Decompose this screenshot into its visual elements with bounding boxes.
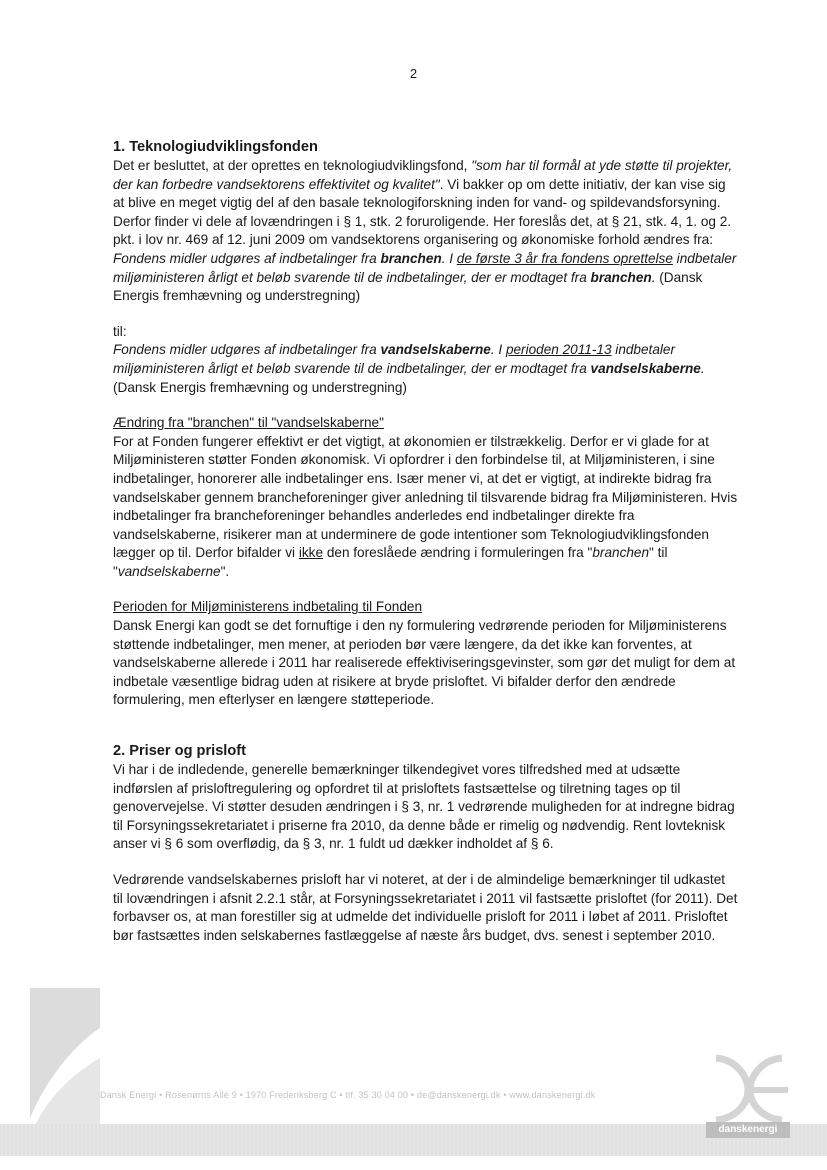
quote-proposed: [113, 341, 738, 397]
text-run: indbetaler miljøministeren årligt et beløb svarende til de indbetalinger, der er modtaget fra: [113, 250, 737, 285]
text-run: Det er besluttet, at der oprettes en teknologiudviklingsfond,: [113, 158, 472, 173]
quote-run: "som har til formål at yde støtte til projekter, der kan forbedre vandsektorens effektivitet og kvalitet": [113, 158, 733, 192]
paragraph-aendring: [113, 433, 738, 582]
paragraph-intro: [113, 157, 738, 250]
italic-run: branchen: [592, 545, 650, 561]
text-run: . Vi bakker op om dette initiativ, der kan vise sig at blive en meget vigtig del af den basale teknologiforskning inden for vand- og spildevandsforsyning. Derfor finder vi dele af lovændringen i § 1, stk. 2 foruroligende. Her foreslås det, at § 21, stk. 4, 1. og 2. pkt. i lov nr. 469 af 12. juni 2009 om vandsektorens organisering og økonomiske forhold ændres fra:: [113, 176, 732, 248]
document-body: [113, 138, 738, 945]
section-heading-teknologiudviklingsfonden: 1. Teknologiudviklingsfonden: [113, 139, 318, 155]
danskenergi-logo-wordmark: danskenergi: [706, 1122, 790, 1138]
text-run: indbetaler miljøministeren årligt et beløb svarende til de indbetalinger, der er modtaget fra: [113, 342, 675, 376]
page-number: 2: [409, 66, 418, 81]
footer-band: [0, 1124, 827, 1156]
decorative-swoosh-graphic: [30, 988, 100, 1138]
text-run: ".: [220, 563, 230, 579]
emphasis-note: (Dansk Energis fremhævning og understregning): [113, 379, 407, 395]
text-run: Fondens midler udgøres af indbetalinger fra: [113, 250, 381, 266]
text-run: . I: [441, 250, 457, 266]
til-label: til:: [113, 323, 127, 339]
text-run: Fondens midler udgøres af indbetalinger fra: [113, 342, 381, 358]
bold-run: vandselskaberne: [590, 360, 701, 376]
emphasis-note: (Dansk Energis fremhævning og understregning): [113, 269, 703, 304]
underline-run: ikke: [298, 545, 324, 561]
section-heading-priser-og-prisloft: 2. Priser og prisloft: [113, 743, 246, 760]
paragraph-priser-1: Vi har i de indledende, generelle bemærkninger tilkendegivet vores tilfredshed med at udsætte indførslen af prisloftregulering og opfordret til at prisloftets fastsættelse og tilretning tages op til genovervejelse. Vi støtter desuden ændringen i § 3, nr. 1 vedrørende muligheden for at indregne bidrag til Forsyningssekretariatet i priserne fra 2010, da denne både er rimelig og nødvendig. Rent lovteknisk anser vi § 6 som overflødig, da § 3, nr. 1 fuldt ud dækker indholdet af § 6.: [113, 762, 735, 852]
bold-run: branchen: [590, 269, 652, 285]
text-run: " til ": [113, 545, 668, 579]
underline-run: de første 3 år fra fondens oprettelse: [456, 250, 673, 266]
italic-run: vandselskaberne: [117, 563, 221, 579]
paragraph-perioden: Dansk Energi kan godt se det fornuftige i den ny formulering vedrørende perioden for Miljøministerens støttende indbetalinger, men mener, at perioden bør være længere, da det ikke kan forventes, at vandselskaberne allerede i 2011 har realiserede effektiviseringsgevinster, som gør det muligt for dem at indbetale væsentlige bidrag uden at risikere at bryde prisloftet. Vi bifalder derfor den ændrede formulering, men efterlyser en længere støtteperiode.: [113, 618, 736, 708]
text-run: den foreslåede ændring i formuleringen fra ": [323, 545, 593, 561]
footer-contact-text: Dansk Energi • Rosenørns Allé 9 • 1970 Frederiksberg C • tlf. 35 30 04 00 • de@danskenergi.dk • www.danskenergi.dk: [100, 1090, 596, 1100]
danskenergi-logo-icon: [708, 1050, 790, 1128]
subheading-perioden: Perioden for Miljøministerens indbetaling til Fonden: [113, 599, 423, 615]
text-run: .: [651, 269, 656, 285]
bold-run: vandselskaberne: [380, 342, 491, 358]
quote-original: [113, 250, 738, 306]
subheading-aendring: Ændring fra "branchen" til "vandselskaberne": [113, 415, 384, 431]
paragraph-priser-2: Vedrørende vandselskabernes prisloft har vi noteret, at der i de almindelige bemærkninger til udkastet til lovændringen i afsnit 2.2.1 står, at Forsyningssekretariatet i 2011 vil fastsætte prisloftet (for 2011). Det forbavser os, at man forestiller sig at udmelde det individuelle prisloft for 2011 i løbet af 2011. Prisloftet bør fastsættes inden selskabernes fastlæggelse af næste års budget, dvs. senest i september 2010.: [113, 872, 738, 943]
underline-run: perioden 2011-13: [505, 342, 612, 358]
text-run: For at Fonden fungerer effektivt er det vigtigt, at økonomien er tilstrækkelig. Derfor er vi glade for at Miljøministeren støtter Fonden økonomisk. Vi opfordrer i den forbindelse til, at Miljøministeren, i sine indbetalinger, honorerer alle indbetalinger ens. Især mener vi, at det er vigtigt, at indirekte bidrag fra vandselskaber gennem brancheforeninger giver anledning til tilsvarende bidrag fra Miljøministeren. Hvis indbetalinger fra brancheforeninger behandles anderledes end indbetalinger direkte fra vandselskaberne, risikerer man at underminere de gode intentioner som Teknologiudviklingsfonden lægger op til. Derfor bifalder vi: [113, 433, 738, 561]
text-run: . I: [490, 342, 506, 358]
text-run: .: [700, 360, 705, 376]
bold-run: branchen: [380, 250, 442, 266]
